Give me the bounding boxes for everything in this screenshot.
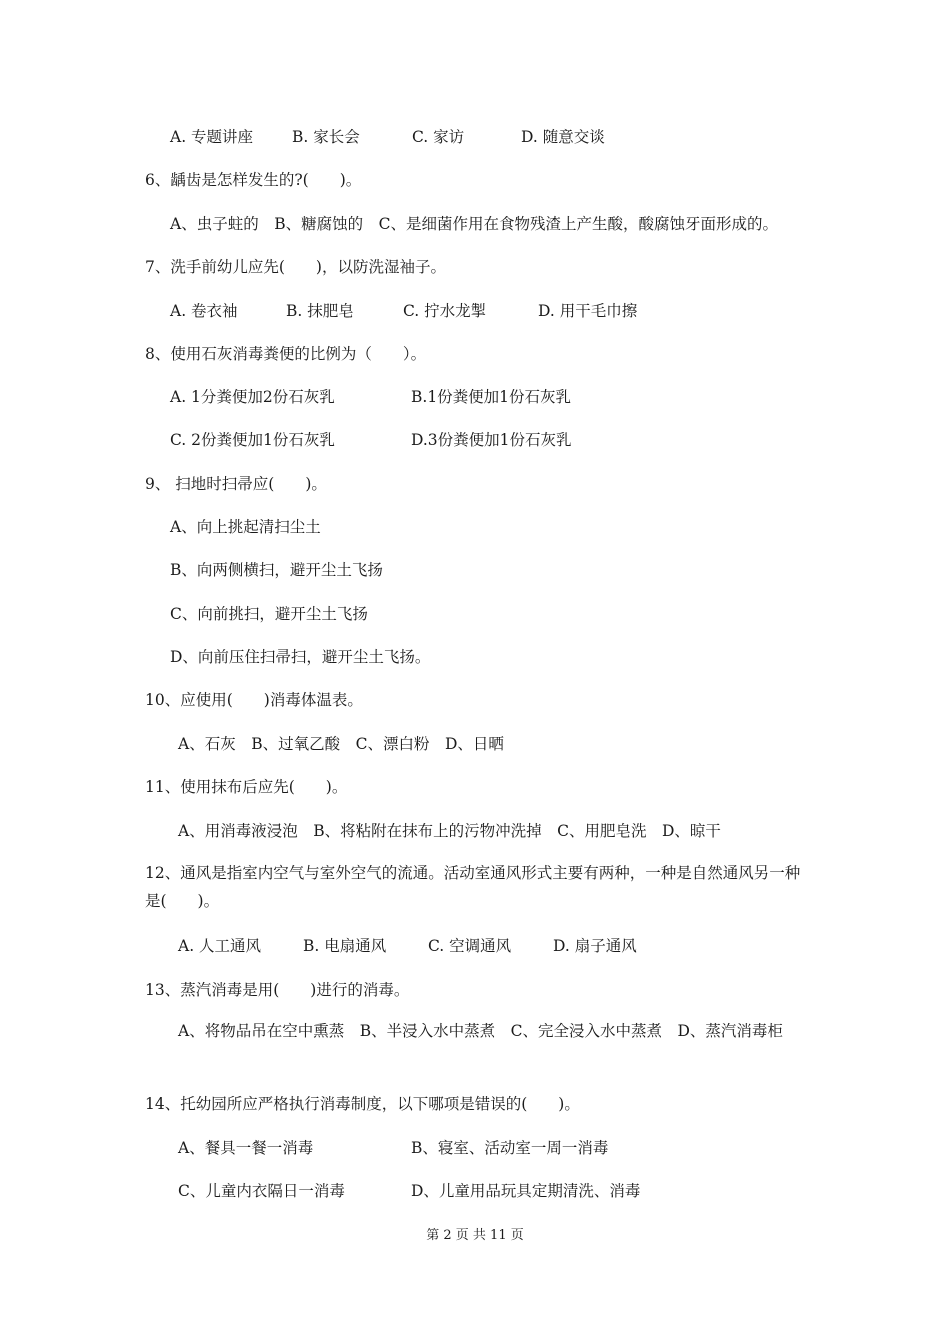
q7-option-a: A. 卷衣袖 (170, 302, 238, 320)
q14-stem: 14、托幼园所应严格执行消毒制度，以下哪项是错误的( )。 (145, 1095, 580, 1113)
q9-stem: 9、 扫地时扫帚应( )。 (145, 475, 327, 493)
q5-option-b: B. 家长会 (292, 128, 360, 146)
q5-option-a: A. 专题讲座 (170, 128, 254, 146)
q5-option-c: C. 家访 (412, 128, 465, 146)
q14-option-d: D、儿童用品玩具定期清洗、消毒 (411, 1182, 641, 1200)
q7-option-d: D. 用干毛巾擦 (538, 302, 638, 320)
q12-option-a: A. 人工通风 (178, 937, 262, 955)
q14-option-a: A、餐具一餐一消毒 (178, 1139, 314, 1157)
q12-option-d: D. 扇子通风 (553, 937, 637, 955)
q7-option-c: C. 拧水龙掣 (403, 302, 487, 320)
q9-option-a: A、向上挑起清扫尘土 (170, 518, 321, 536)
q8-stem: 8、使用石灰消毒粪便的比例为（ ）。 (145, 345, 427, 363)
q5-option-d: D. 随意交谈 (521, 128, 605, 146)
q7-option-b: B. 抹肥皂 (286, 302, 354, 320)
q12-stem: 12、通风是指室内空气与室外空气的流通。活动室通风形式主要有两种，一种是自然通风另一种是( )。 (145, 864, 801, 910)
q14-option-c: C、儿童内衣隔日一消毒 (178, 1182, 345, 1200)
q11-stem: 11、使用抹布后应先( )。 (145, 778, 348, 796)
q14-option-b: B、寝室、活动室一周一消毒 (411, 1139, 609, 1157)
page-number: 第 2 页 共 11 页 (426, 1228, 524, 1243)
q13-options: A、将物品吊在空中熏蒸 B、半浸入水中蒸煮 C、完全浸入水中蒸煮 D、蒸汽消毒柜 (178, 1022, 783, 1040)
q8-option-a: A. 1分粪便加2份石灰乳 (170, 388, 335, 406)
q12-option-b: B. 电扇通风 (303, 937, 387, 955)
q8-option-c: C. 2份粪便加1份石灰乳 (170, 431, 335, 449)
q6-options: A、虫子蛀的 B、糖腐蚀的 C、是细菌作用在食物残渣上产生酸，酸腐蚀牙面形成的。 (170, 215, 778, 233)
q8-option-d: D.3份粪便加1份石灰乳 (411, 431, 572, 449)
q10-options: A、石灰 B、过氧乙酸 C、漂白粉 D、日晒 (178, 735, 504, 753)
q9-option-d: D、向前压住扫帚扫，避开尘土飞扬。 (170, 648, 431, 666)
q10-stem: 10、应使用( )消毒体温表。 (145, 691, 363, 709)
q9-option-b: B、向两侧横扫，避开尘土飞扬 (170, 561, 383, 579)
q13-stem: 13、蒸汽消毒是用( )进行的消毒。 (145, 981, 410, 999)
q12-option-c: C. 空调通风 (428, 937, 512, 955)
q7-stem: 7、洗手前幼儿应先( )，以防洗湿袖子。 (145, 258, 446, 276)
q8-option-b: B.1份粪便加1份石灰乳 (411, 388, 572, 406)
q11-options: A、用消毒液浸泡 B、将粘附在抹布上的污物冲洗掉 C、用肥皂洗 D、晾干 (178, 822, 721, 840)
q6-stem: 6、龋齿是怎样发生的?( )。 (145, 171, 362, 189)
q9-option-c: C、向前挑扫，避开尘土飞扬 (170, 605, 368, 623)
